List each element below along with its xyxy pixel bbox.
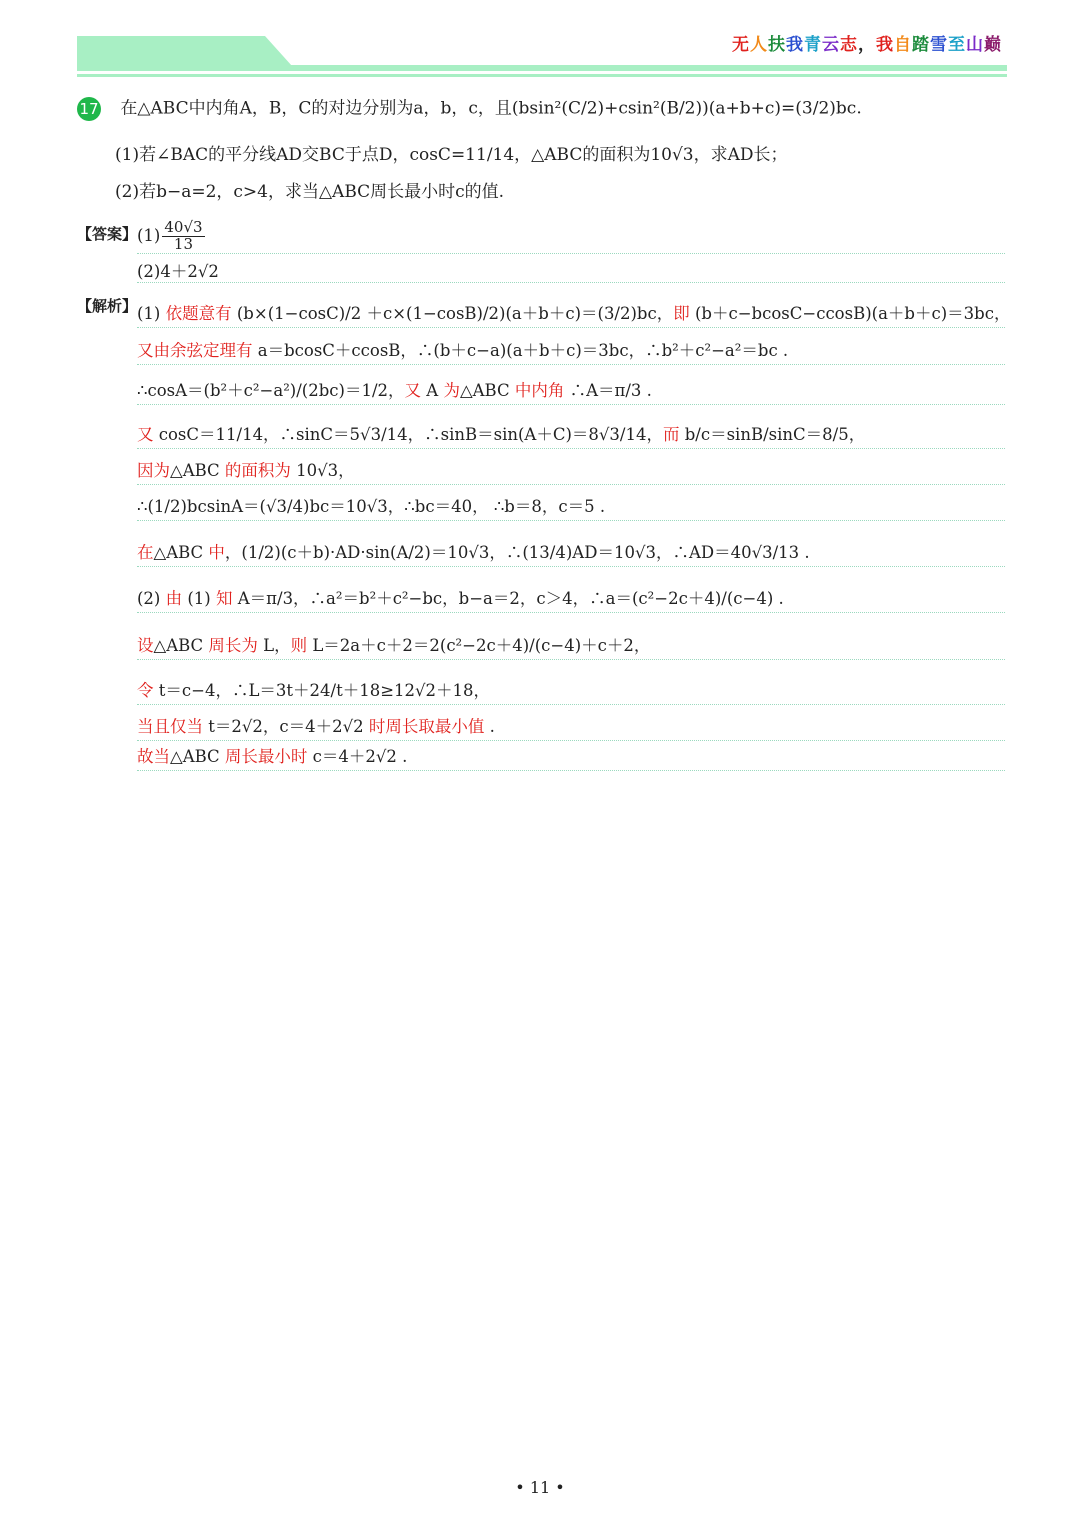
divider (137, 739, 1005, 741)
question-part1 (115, 147, 788, 164)
divider (137, 363, 1005, 365)
slogan-char: 巅 (984, 35, 1002, 55)
analysis-line: 因为△ABC 的面积为 10√3， (137, 461, 355, 480)
analysis-line: 又由余弦定理有 a＝bcosC＋ccosB，∴(b＋c−a)(a＋b＋c)＝3bc，∴b²＋c²−a²＝bc . (137, 341, 789, 360)
divider (137, 281, 1005, 283)
analysis-line: 在△ABC 中，(1/2)(c＋b)·AD·sin(A/2)＝10√3，∴(13/4)AD＝10√3，∴AD＝40√3/13 . (137, 543, 810, 562)
question-number-badge: 17 (77, 97, 101, 121)
slogan-char: 自 (894, 35, 912, 55)
analysis-line: ∴(1/2)bcsinA＝(√3/4)bc＝10√3，∴bc＝40， ∴b＝8，c＝5 . (137, 497, 606, 516)
divider (137, 703, 1005, 705)
answer-1-prefix: (1) (137, 225, 161, 245)
slogan-char: ， (858, 35, 876, 55)
divider (137, 611, 1005, 613)
header-rule-thin (77, 74, 1007, 77)
divider (137, 483, 1005, 485)
question-part1-text: (1)若∠BAC的平分线AD交BC于点D，cosC=11/14，△ABC的面积为10√3，求AD长； (115, 145, 788, 165)
question-stem: 在△ABC中内角A，B，C的对边分别为a，b，c，且(bsin²(C/2)+csin²(B/2))(a+b+c)=(3/2)bc. (120, 98, 862, 119)
answer-1-fraction (162, 220, 204, 253)
slogan-char: 青 (804, 35, 822, 55)
divider (137, 565, 1005, 567)
question-stem-line (77, 97, 862, 121)
analysis-line: 当且仅当 t＝2√2，c＝4＋2√2 时周长取最小值 . (137, 717, 495, 736)
divider (137, 252, 1005, 254)
slogan-char: 雪 (930, 35, 948, 55)
page-number: • 11 • (515, 1478, 565, 1497)
header-rule (77, 65, 1007, 71)
answer-row-1 (77, 215, 1007, 253)
slogan-char: 人 (750, 35, 768, 55)
slogan-char: 志 (840, 35, 858, 55)
header-slogan (732, 30, 1002, 55)
divider (137, 519, 1005, 521)
slogan-char: 我 (876, 35, 894, 55)
divider (137, 658, 1005, 660)
answer-tag: 【答案】 (77, 225, 138, 243)
question-part2 (115, 184, 504, 201)
divider (137, 326, 1005, 328)
divider (137, 403, 1005, 405)
analysis-line: (2) 由 (1) 知 A＝π/3，∴a²＝b²＋c²−bc，b−a＝2，c＞4，∴a＝(c²−2c＋4)/(c−4) . (137, 589, 784, 608)
analysis-line: 令 t＝c−4，∴L＝3t＋24/t＋18≥12√2＋18， (137, 681, 491, 700)
analysis-line: 又 cosC＝11/14，∴sinC＝5√3/14，∴sinB＝sin(A＋C)＝8√3/14，而 b/c＝sinB/sinC＝8/5， (137, 425, 866, 444)
answer-2: (2)4＋2√2 (137, 262, 219, 281)
slogan-char: 扶 (768, 35, 786, 55)
answer-1 (137, 220, 207, 253)
divider (137, 447, 1005, 449)
header-tab-shape (77, 36, 292, 66)
slogan-char: 至 (948, 35, 966, 55)
answer-1-numerator: 40√3 (164, 218, 203, 236)
analysis-line: ∴cosA＝(b²＋c²−a²)/(2bc)＝1/2，又 A 为△ABC 中内角 ∴A＝π/3 . (137, 381, 652, 400)
slogan-char: 云 (822, 35, 840, 55)
divider (137, 769, 1005, 771)
analysis-line: (1) 依题意有 (b×(1−cosC)/2 ＋c×(1−cosB)/2)(a＋b＋c)＝(3/2)bc，即 (b＋c−bcosC−ccosB)(a＋b＋c)＝3bc， (137, 304, 1011, 323)
slogan-char: 无 (732, 35, 750, 55)
slogan-char: 山 (966, 35, 984, 55)
slogan-char: 踏 (912, 35, 930, 55)
question-part2-text: (2)若b−a=2，c>4，求当△ABC周长最小时c的值. (115, 182, 505, 202)
analysis-line: 设△ABC 周长为 L，则 L＝2a＋c＋2＝2(c²−2c＋4)/(c−4)＋c＋2， (137, 636, 651, 655)
answer-1-denominator: 13 (173, 234, 194, 253)
analysis-line: 故当△ABC 周长最小时 c＝4＋2√2 . (137, 747, 408, 766)
slogan-char: 我 (786, 35, 804, 55)
analysis-tag: 【解析】 (77, 297, 138, 315)
